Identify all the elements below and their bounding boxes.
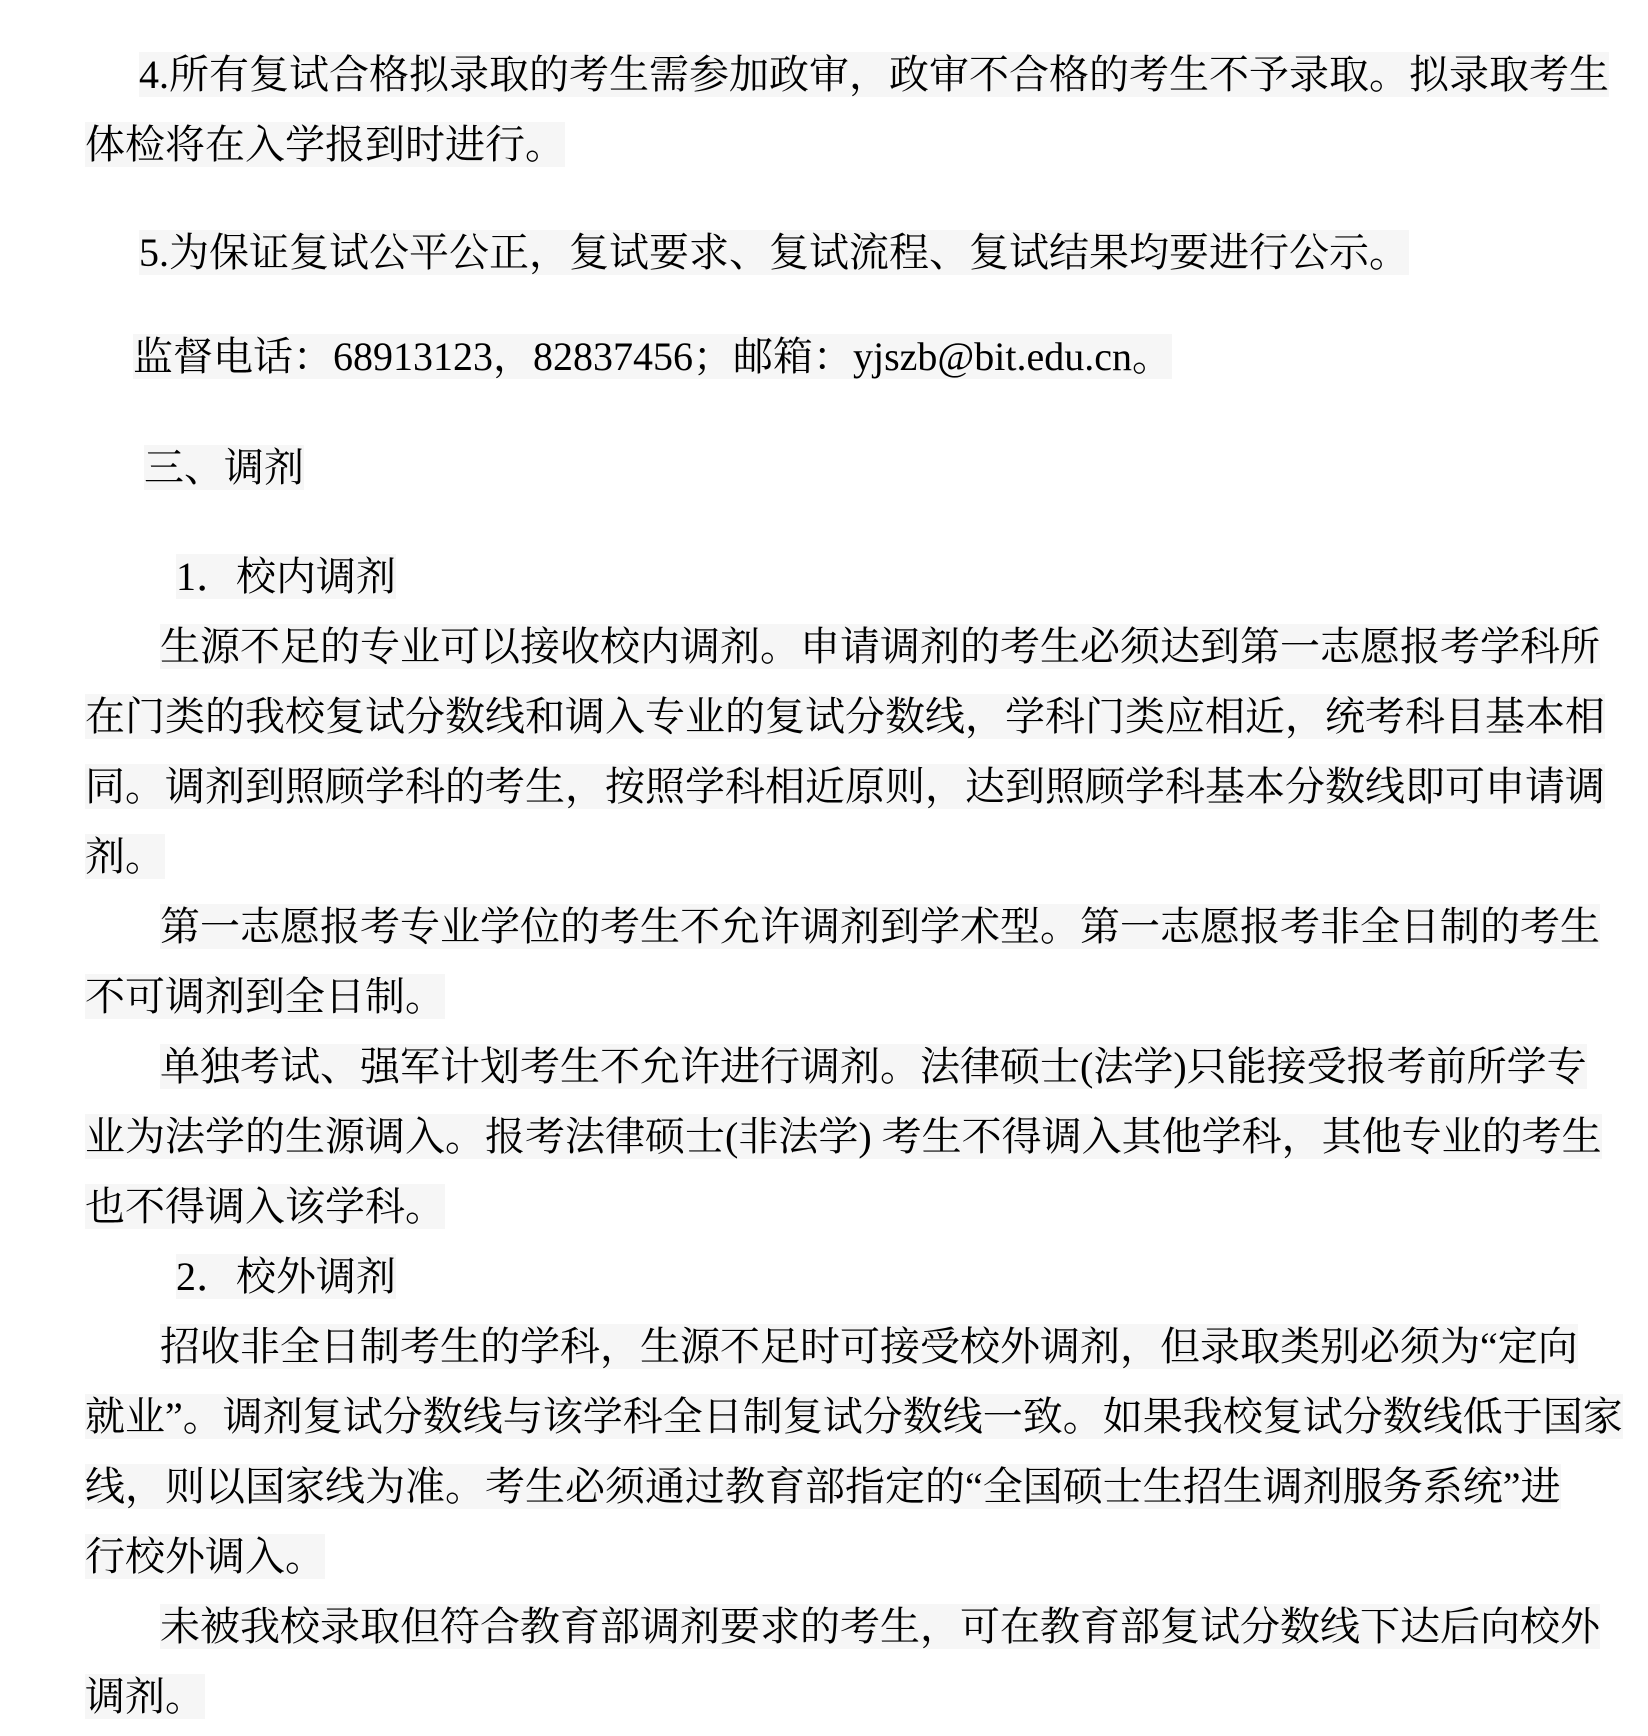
text-line — [85, 218, 1573, 288]
text-line — [85, 110, 1573, 180]
para-special-programs — [85, 1032, 1602, 1242]
line-text: 就业”。调剂复试分数线与该学科全日制复试分数线一致。如果我校复试分数线低于国家 — [85, 1394, 1623, 1439]
text-line — [85, 1522, 1573, 1592]
line-text: 调剂。 — [85, 1674, 205, 1719]
line-text: 4.所有复试合格拟录取的考生需参加政审，政审不合格的考生不予录取。拟录取考生 — [139, 52, 1609, 97]
text-line — [85, 1102, 1602, 1172]
line-text: 5.为保证复试公平公正，复试要求、复试流程、复试结果均要进行公示。 — [139, 230, 1409, 275]
sub-heading-text: 2．校外调剂 — [176, 1254, 396, 1299]
text-line — [85, 322, 1573, 392]
section-heading-text: 三、调剂 — [144, 445, 304, 490]
line-text: 不可调剂到全日制。 — [85, 974, 445, 1019]
line-text: 未被我校录取但符合教育部调剂要求的考生，可在教育部复试分数线下达后向校外 — [160, 1604, 1600, 1649]
sub-heading-text: 1．校内调剂 — [176, 554, 396, 599]
section-heading-line — [85, 433, 1573, 503]
line-text: 体检将在入学报到时进行。 — [85, 122, 565, 167]
para-internal-transfer — [85, 612, 1605, 892]
supervision-contact — [85, 322, 1573, 392]
item-4 — [85, 40, 1609, 180]
text-line — [85, 752, 1605, 822]
text-line — [85, 1592, 1600, 1662]
text-line — [85, 1312, 1578, 1382]
line-text: 单独考试、强军计划考生不允许进行调剂。法律硕士(法学)只能接受报考前所学专 — [160, 1044, 1587, 1089]
text-line — [85, 1032, 1587, 1102]
text-line — [85, 1662, 1573, 1732]
contact-line-text: 监督电话：68913123，82837456；邮箱：yjszb@bit.edu.cn。 — [133, 334, 1173, 379]
text-line — [85, 1452, 1573, 1522]
line-text: 线，则以国家线为准。考生必须通过教育部指定的“全国硕士生招生调剂服务系统”进 — [85, 1464, 1561, 1509]
line-text: 也不得调入该学科。 — [85, 1184, 445, 1229]
sub-heading-line — [85, 1242, 1573, 1312]
text-line — [85, 40, 1609, 110]
text-line — [85, 962, 1573, 1032]
document-content — [85, 40, 1623, 1732]
line-text: 第一志愿报考专业学位的考生不允许调剂到学术型。第一志愿报考非全日制的考生 — [160, 904, 1600, 949]
line-text: 行校外调入。 — [85, 1534, 325, 1579]
text-line — [85, 1172, 1573, 1242]
text-line — [85, 892, 1600, 962]
section-heading-3 — [85, 433, 1573, 503]
line-text: 生源不足的专业可以接收校内调剂。申请调剂的考生必须达到第一志愿报考学科所 — [160, 624, 1600, 669]
text-line — [85, 822, 1573, 892]
sub-heading-2 — [85, 1242, 1573, 1312]
line-text: 招收非全日制考生的学科，生源不足时可接受校外调剂，但录取类别必须为“定向 — [160, 1324, 1578, 1369]
line-text: 业为法学的生源调入。报考法律硕士(非法学) 考生不得调入其他学科，其他专业的考生 — [85, 1114, 1602, 1159]
text-line — [85, 682, 1605, 752]
line-text: 剂。 — [85, 834, 165, 879]
para-moe-transfer — [85, 1592, 1600, 1732]
para-external-transfer — [85, 1312, 1623, 1592]
sub-heading-1 — [85, 542, 1573, 612]
sub-heading-line — [85, 542, 1573, 612]
para-first-choice-rules — [85, 892, 1600, 1032]
item-5 — [85, 218, 1573, 288]
text-line — [85, 612, 1600, 682]
line-text: 在门类的我校复试分数线和调入专业的复试分数线，学科门类应相近，统考科目基本相 — [85, 694, 1605, 739]
text-line — [85, 1382, 1623, 1452]
line-text: 同。调剂到照顾学科的考生，按照学科相近原则，达到照顾学科基本分数线即可申请调 — [85, 764, 1605, 809]
